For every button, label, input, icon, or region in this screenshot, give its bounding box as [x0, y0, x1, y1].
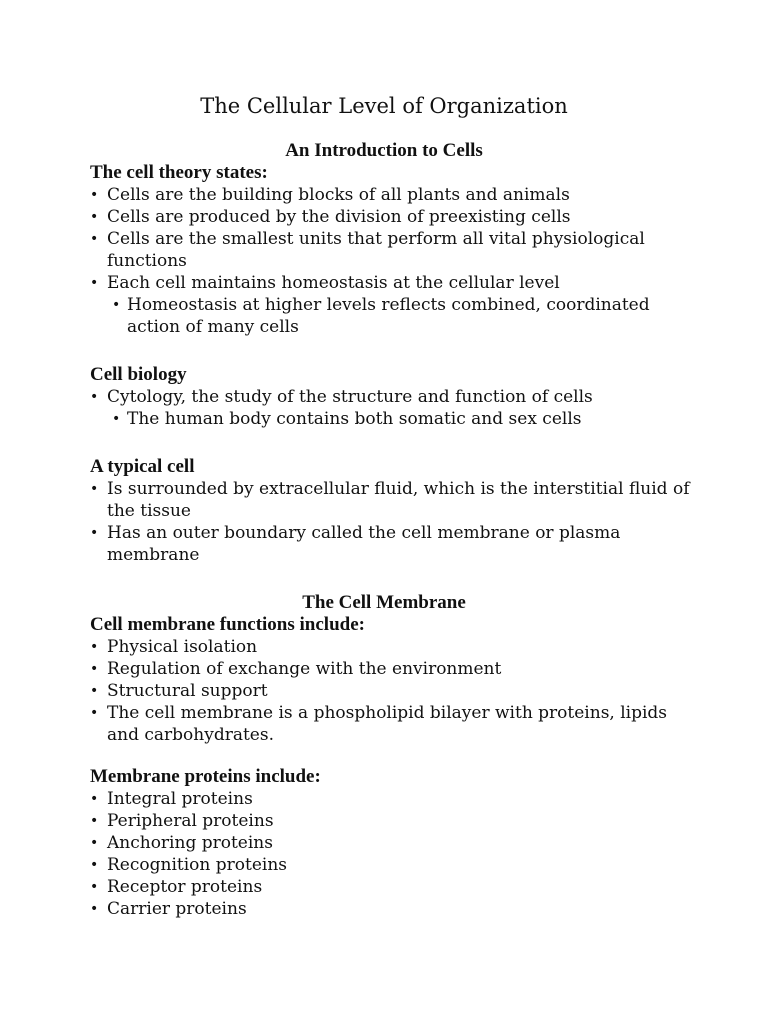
- list-item: • Receptor proteins: [90, 876, 690, 898]
- list-item: • The cell membrane is a phospholipid bilayer with proteins, lipids and carbohydrates.: [90, 702, 690, 746]
- list-item: • Has an outer boundary called the cell membrane or plasma membrane: [90, 522, 690, 566]
- sub-list-item: • Homeostasis at higher levels reflects combined, coordinated action of many cells: [90, 294, 690, 338]
- list-item: • Cells are the building blocks of all plants and animals: [90, 184, 690, 206]
- list-item: • Each cell maintains homeostasis at the cellular level: [90, 272, 690, 294]
- typical-cell-list: [90, 478, 690, 566]
- list-item: • Structural support: [90, 680, 690, 702]
- list-item: • Regulation of exchange with the environment: [90, 658, 690, 680]
- section-title-intro-to-cells: An Introduction to Cells: [285, 140, 483, 161]
- membrane-functions-list: [90, 636, 690, 746]
- list-item: • Carrier proteins: [90, 898, 690, 920]
- list-item: • Peripheral proteins: [90, 810, 690, 832]
- page-title: The Cellular Level of Organization: [200, 94, 568, 118]
- heading-membrane-proteins: Membrane proteins include:: [90, 766, 321, 787]
- cell-theory-list: [90, 184, 690, 338]
- list-item: • Cells are produced by the division of preexisting cells: [90, 206, 690, 228]
- membrane-proteins-list: [90, 788, 690, 920]
- list-item: • Recognition proteins: [90, 854, 690, 876]
- heading-membrane-functions: Cell membrane functions include:: [90, 614, 365, 635]
- heading-cell-biology: Cell biology: [90, 364, 187, 385]
- list-item: • Integral proteins: [90, 788, 690, 810]
- heading-typical-cell: A typical cell: [90, 456, 195, 477]
- heading-cell-theory: The cell theory states:: [90, 162, 268, 183]
- list-item: • Cytology, the study of the structure and function of cells: [90, 386, 690, 408]
- list-item: • Physical isolation: [90, 636, 690, 658]
- sub-list-item: • The human body contains both somatic and sex cells: [90, 408, 690, 430]
- section-title-cell-membrane: The Cell Membrane: [302, 592, 466, 613]
- list-item: • Is surrounded by extracellular fluid, which is the interstitial fluid of the tissue: [90, 478, 690, 522]
- document-body: [90, 140, 690, 920]
- list-item: • Cells are the smallest units that perform all vital physiological functions: [90, 228, 690, 272]
- cell-biology-list: [90, 386, 690, 430]
- list-item: • Anchoring proteins: [90, 832, 690, 854]
